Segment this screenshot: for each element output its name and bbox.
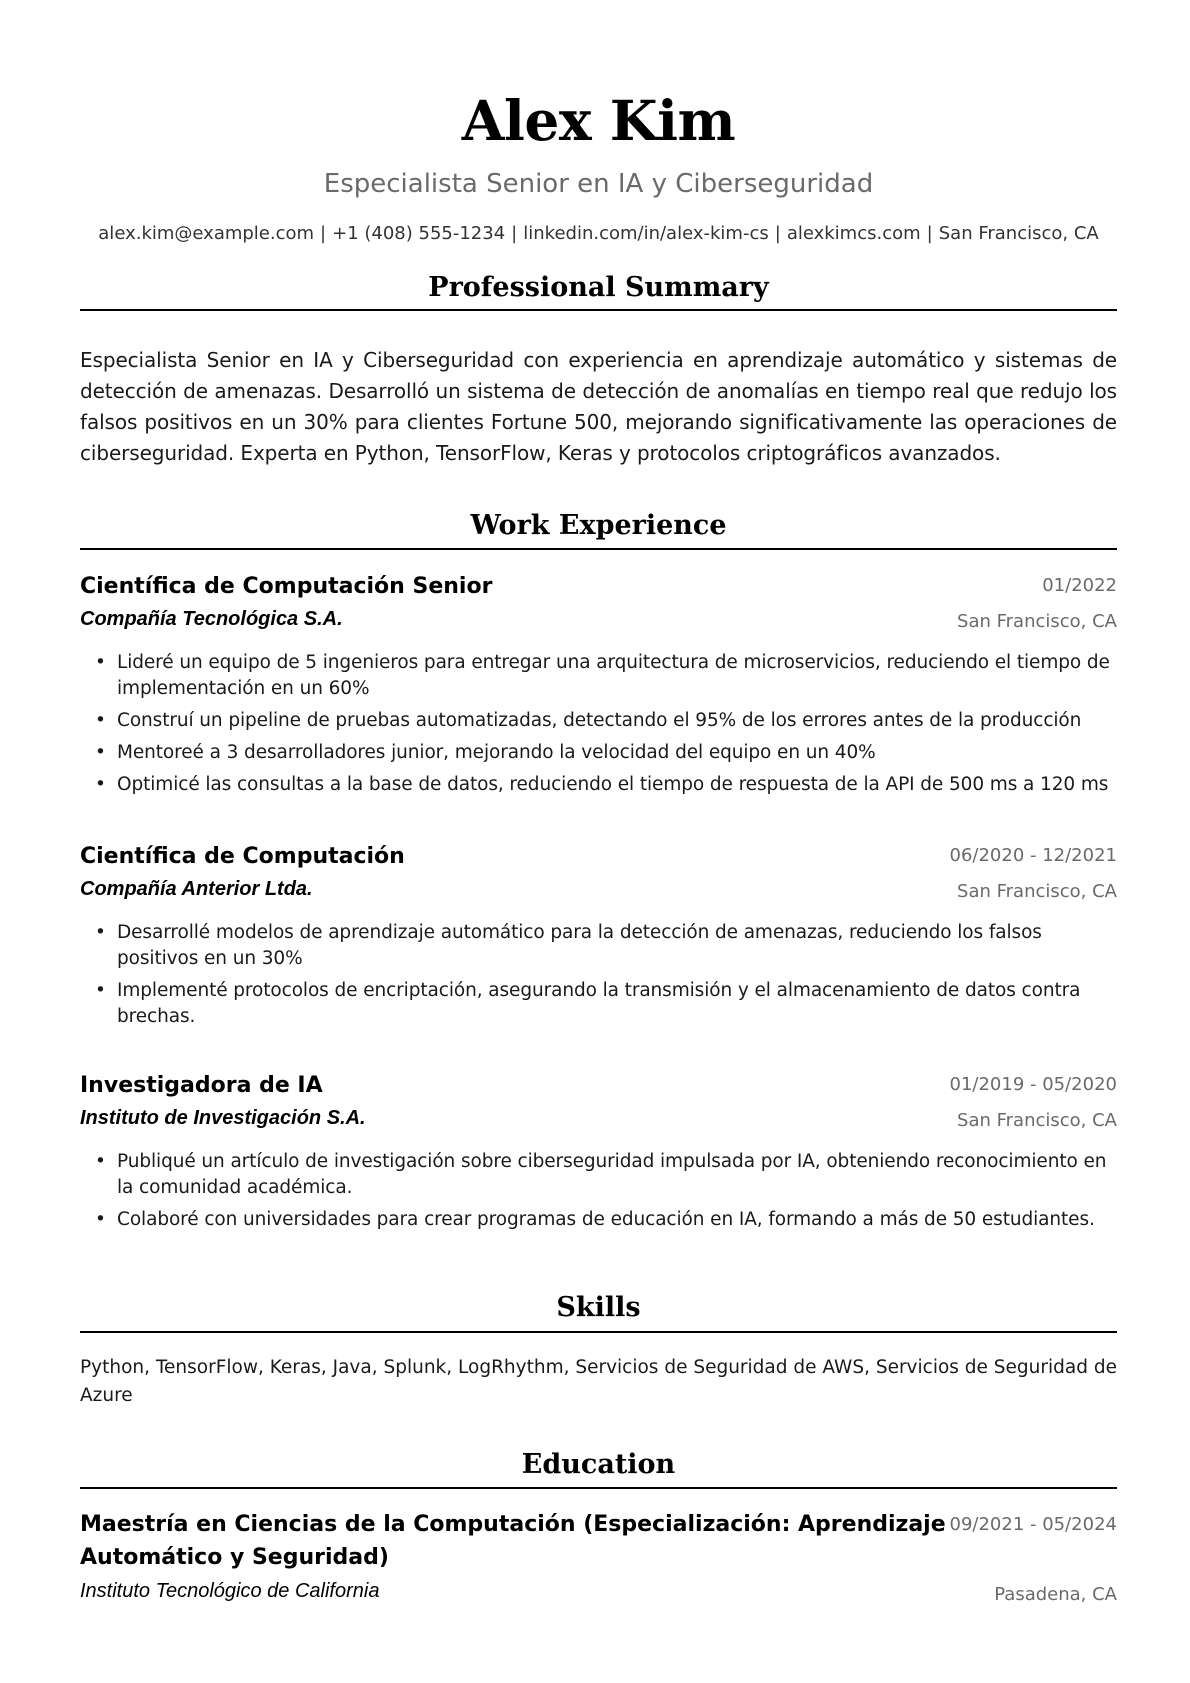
job-company: Compañía Tecnológica S.A. [80, 608, 343, 630]
skills-heading: Skills [556, 1292, 641, 1323]
summary-heading: Professional Summary [428, 272, 769, 303]
job-bullet [80, 1149, 1117, 1201]
job-location: San Francisco, CA [957, 1110, 1117, 1131]
education-heading: Education [521, 1449, 676, 1480]
contact-location: San Francisco, CA [938, 223, 1099, 244]
job-title: Científica de Computación [80, 844, 405, 869]
section-divider [80, 548, 1117, 550]
section-divider [80, 1331, 1117, 1333]
bullet-marker: • [95, 980, 106, 1001]
bullet-marker: • [95, 774, 106, 795]
bullet-marker: • [95, 1209, 106, 1230]
job-bullet-text: Lideré un equipo de 5 ingenieros para entregar una arquitectura de microservicios, reduciendo el tiempo de implementación en un 60% [117, 652, 1110, 699]
job-bullet [80, 650, 1117, 702]
job-bullet [80, 772, 1117, 798]
job-company: Compañía Anterior Ltda. [80, 878, 313, 900]
job-bullet-text: Optimicé las consultas a la base de datos, reduciendo el tiempo de respuesta de la API de 500 ms a 120 ms [117, 774, 1109, 795]
candidate-headline: Especialista Senior en IA y Ciberseguridad [323, 169, 874, 199]
bullet-marker: • [95, 742, 106, 763]
job-bullet [80, 978, 1117, 1030]
job-date: 01/2019 - 05/2020 [949, 1074, 1117, 1095]
job-bullet [80, 708, 1117, 734]
summary-text: Especialista Senior en IA y Ciberseguridad con experiencia en aprendizaje automático y sistemas de detección de amenazas. Desarrolló un sistema de detección de anomalías en tiempo real que redujo los falsos positivos en un 30% para clientes Fortune 500, mejorando significativamente las operaciones de ciberseguridad. Experta en Python, TensorFlow, Keras y protocolos criptográficos avanzados. [80, 348, 1117, 465]
job-company: Instituto de Investigación S.A. [80, 1107, 366, 1129]
job-bullet [80, 1207, 1117, 1233]
education-school: Instituto Tecnológico de California [80, 1580, 380, 1602]
education-location: Pasadena, CA [994, 1584, 1117, 1605]
contact-website[interactable]: alexkimcs.com [786, 223, 921, 244]
job-title: Científica de Computación Senior [80, 574, 493, 599]
job-bullet-text: Mentoreé a 3 desarrolladores junior, mejorando la velocidad del equipo en un 40% [117, 742, 876, 763]
bullet-marker: • [95, 652, 106, 673]
section-divider [80, 1487, 1117, 1489]
contact-separator: | [774, 223, 781, 244]
section-divider [80, 309, 1117, 311]
job-bullet-text: Desarrollé modelos de aprendizaje automático para la detección de amenazas, reduciendo los falsos positivos en un 30% [117, 922, 1042, 969]
contact-phone[interactable]: +1 (408) 555-1234 [332, 223, 506, 244]
job-location: San Francisco, CA [957, 881, 1117, 902]
job-title: Investigadora de IA [80, 1073, 323, 1098]
bullet-marker: • [95, 1151, 106, 1172]
job-bullet-text: Publiqué un artículo de investigación sobre ciberseguridad impulsada por IA, obteniendo reconocimiento en la comunidad académica. [117, 1151, 1107, 1198]
contact-email[interactable]: alex.kim@example.com [98, 223, 315, 244]
education-date: 09/2021 - 05/2024 [949, 1514, 1117, 1535]
contact-separator: | [511, 223, 518, 244]
contact-separator: | [320, 223, 327, 244]
skills-text: Python, TensorFlow, Keras, Java, Splunk, LogRhythm, Servicios de Seguridad de AWS, Servicios de Seguridad de Azure [80, 1357, 1117, 1406]
job-bullet-text: Implementé protocolos de encriptación, asegurando la transmisión y el almacenamiento de datos contra brechas. [117, 980, 1081, 1027]
candidate-name: Alex Kim [461, 88, 736, 153]
job-date: 06/2020 - 12/2021 [949, 845, 1117, 866]
bullet-marker: • [95, 710, 106, 731]
contact-separator: | [926, 223, 933, 244]
job-bullet-list [80, 920, 1117, 1036]
job-bullet-text: Colaboré con universidades para crear programas de educación en IA, formando a más de 50 estudiantes. [117, 1209, 1095, 1230]
job-bullet-list [80, 650, 1117, 804]
job-bullet-text: Construí un pipeline de pruebas automatizadas, detectando el 95% de los errores antes de la producción [117, 710, 1082, 731]
experience-heading: Work Experience [470, 510, 727, 541]
job-date: 01/2022 [1042, 575, 1117, 596]
contact-linkedin[interactable]: linkedin.com/in/alex-kim-cs [523, 223, 769, 244]
job-bullet [80, 740, 1117, 766]
bullet-marker: • [95, 922, 106, 943]
job-bullet [80, 920, 1117, 972]
job-location: San Francisco, CA [957, 611, 1117, 632]
contact-line [80, 221, 1117, 247]
education-degree: Maestría en Ciencias de la Computación (Especialización: Aprendizaje Automático y Seguridad) [80, 1512, 946, 1570]
job-bullet-list [80, 1149, 1117, 1239]
